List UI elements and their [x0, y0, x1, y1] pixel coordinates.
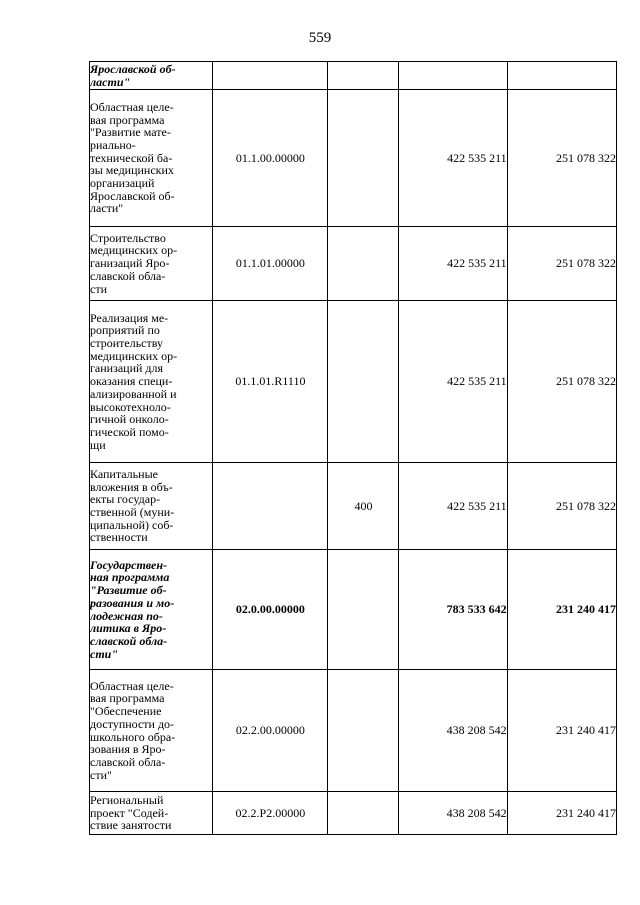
row-amount-1-cell: 422 535 211 [399, 90, 507, 227]
row-amount-1-cell: 438 208 542 [399, 670, 507, 792]
row-code-cell: 02.0.00.00000 [213, 550, 328, 670]
row-amount-2-cell: 231 240 417 [507, 550, 616, 670]
row-vr-cell [328, 550, 399, 670]
row-vr-cell [328, 62, 399, 90]
row-amount-2-cell: 231 240 417 [507, 792, 616, 835]
row-name-cell: Региональный проект "Содей- ствие занятости [90, 792, 213, 835]
row-amount-1-cell: 422 535 211 [399, 463, 507, 550]
row-vr-cell [328, 792, 399, 835]
budget-table [89, 61, 617, 835]
row-name-cell: Строительство медицинских ор- ганизаций Яро- славской обла- сти [90, 227, 213, 301]
row-amount-1-cell [399, 62, 507, 90]
row-name-cell: Областная целе- вая программа "Обеспечение доступности до- школьного обра- зования в Яро- славской обла- сти" [90, 670, 213, 792]
row-amount-1-cell: 422 535 211 [399, 227, 507, 301]
row-amount-1-cell: 783 533 642 [399, 550, 507, 670]
table-row [90, 90, 617, 227]
row-amount-2-cell: 251 078 322 [507, 90, 616, 227]
row-code-cell [213, 62, 328, 90]
row-amount-2-cell: 231 240 417 [507, 670, 616, 792]
row-vr-cell [328, 670, 399, 792]
row-amount-1-cell: 422 535 211 [399, 301, 507, 463]
row-vr-cell [328, 301, 399, 463]
row-code-cell: 02.2.P2.00000 [213, 792, 328, 835]
row-name-cell: Государствен- ная программа "Развитие об- разования и мо- лодежная по- литика в Яро- славской обла- сти" [90, 550, 213, 670]
row-code-cell: 01.1.00.00000 [213, 90, 328, 227]
row-amount-2-cell: 251 078 322 [507, 301, 616, 463]
row-vr-cell [328, 90, 399, 227]
row-name-cell: Ярославской об- ласти" [90, 62, 213, 90]
table-row [90, 463, 617, 550]
row-amount-1-cell: 438 208 542 [399, 792, 507, 835]
row-amount-2-cell [507, 62, 616, 90]
row-code-cell: 01.1.01.R1110 [213, 301, 328, 463]
table-row [90, 62, 617, 90]
table-row [90, 670, 617, 792]
row-name-cell: Реализация ме- роприятий по строительству медицинских ор- ганизаций для оказания специ- ализированной и высокотехноло- гичной онколо- гической помо- щи [90, 301, 213, 463]
page-number: 559 [308, 30, 332, 46]
table-row [90, 550, 617, 670]
row-code-cell: 02.2.00.00000 [213, 670, 328, 792]
table-row [90, 227, 617, 301]
row-name-cell: Капитальные вложения в объ- екты государ- ственной (муни- ципальной) соб- ственности [90, 463, 213, 550]
row-amount-2-cell: 251 078 322 [507, 227, 616, 301]
row-code-cell: 01.1.01.00000 [213, 227, 328, 301]
row-code-cell [213, 463, 328, 550]
table-row [90, 792, 617, 835]
row-name-cell: Областная целе- вая программа "Развитие мате- риально- технической ба- зы медицинских организаций Ярославской об- ласти" [90, 90, 213, 227]
row-vr-cell: 400 [328, 463, 399, 550]
row-vr-cell [328, 227, 399, 301]
row-amount-2-cell: 251 078 322 [507, 463, 616, 550]
table-row [90, 301, 617, 463]
